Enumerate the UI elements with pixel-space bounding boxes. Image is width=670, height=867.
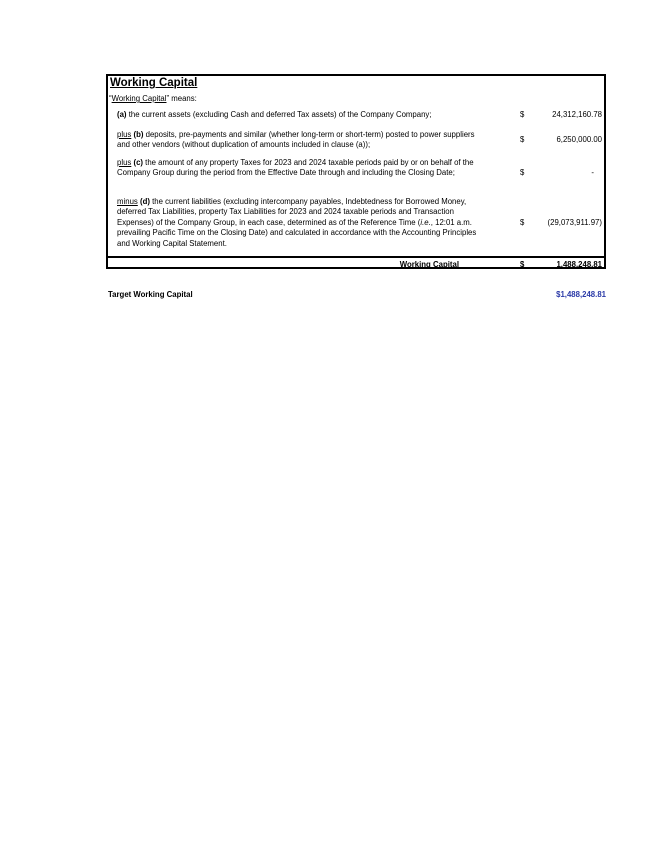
working-capital-table [106, 74, 606, 269]
total-currency: $ [520, 260, 525, 269]
definition-intro [109, 94, 197, 103]
open-quote: “ [109, 94, 112, 103]
line-item-description: minus (d) the current liabilities (excluding intercompany payables, Indebtedness for Borrowed Money, deferred Tax Liabilities, property Tax Liabilities for 2023 and 2024 taxable periods and Transaction Expenses) of the Company Group, in each case, determined as of the Reference Time (i.e., 12:01 a.m. prevailing Pacific Time on the Closing Date) and calculated in accordance with the Accounting Principles and Working Capital Statement. [117, 197, 477, 248]
line-item-amount: (29,073,911.97) [547, 218, 602, 227]
line-item-description: plus (b) deposits, pre-payments and similar (whether long-term or short-term) posted to power suppliers and other vendors (without duplication of amounts included in clause (a)); [117, 130, 475, 150]
currency-symbol: $ [520, 110, 525, 119]
target-label: Target Working Capital [108, 290, 193, 299]
currency-symbol: $ [520, 135, 525, 144]
line-item-amount: - [591, 168, 594, 177]
currency-symbol: $ [520, 218, 525, 227]
line-item-amount: 6,250,000.00 [556, 135, 602, 144]
line-item-amount: 24,312,160.78 [552, 110, 602, 119]
table-title: Working Capital [110, 77, 198, 89]
total-divider [108, 256, 604, 258]
defined-term: Working Capital [111, 94, 167, 103]
total-label: Working Capital [399, 260, 459, 269]
line-item-description: (a) the current assets (excluding Cash and deferred Tax assets) of the Company Company; [117, 110, 432, 119]
target-amount: $1,488,248.81 [556, 290, 606, 299]
line-item-description: plus (c) the amount of any property Taxes for 2023 and 2024 taxable periods paid by or on behalf of the Company Group during the period from the Effective Date through and including the Closing Date; [117, 158, 474, 178]
currency-symbol: $ [520, 168, 525, 177]
means-text: ” means: [166, 94, 197, 103]
total-amount: 1,488,248.81 [556, 260, 602, 269]
